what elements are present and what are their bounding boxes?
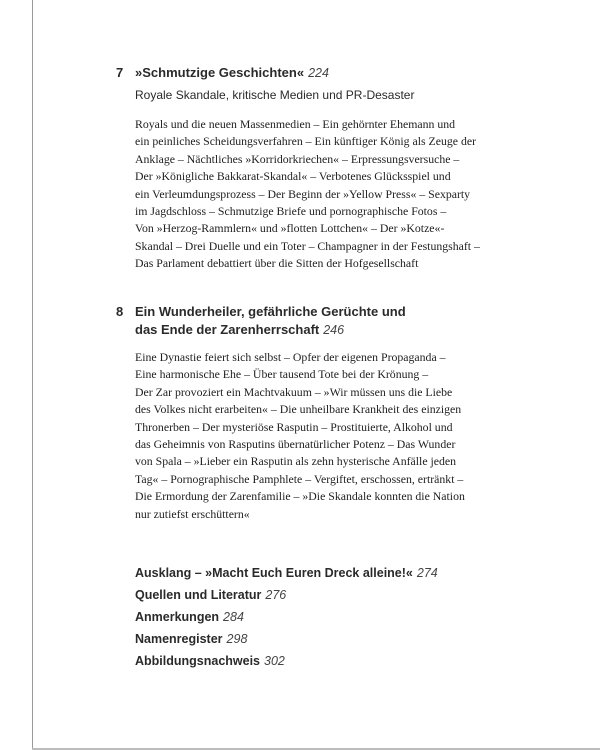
chapter-page-number: 224	[308, 66, 329, 80]
backmatter-label: Abbildungsnachweis	[135, 654, 261, 668]
summary-line: das Geheimnis von Rasputins übernatürlicher Potenz – Das Wunder	[135, 437, 456, 452]
summary-line: Eine Dynastie feiert sich selbst – Opfer der eigenen Propaganda –	[135, 350, 446, 364]
summary-line: Royals und die neuen Massenmedien – Ein gehörnter Ehemann und	[135, 117, 456, 131]
summary-line: des Volkes nicht erarbeiten« – Die unheilbare Krankheit des einzigen	[135, 402, 462, 417]
backmatter-label: Quellen und Literatur	[135, 588, 262, 602]
toc-backmatter	[135, 562, 515, 672]
backmatter-item-quellen	[135, 584, 515, 606]
chapter-title-text: das Ende der Zarenherrschaft	[135, 322, 320, 337]
summary-line: Eine harmonische Ehe – Über tausend Tote bei der Krönung –	[135, 367, 429, 382]
chapter-heading	[116, 303, 516, 339]
summary-line: nur zutiefst erschüttern«	[135, 506, 250, 521]
backmatter-label: Namenregister	[135, 632, 223, 646]
chapter-summary	[116, 349, 516, 523]
chapter-number: 7	[116, 65, 124, 80]
backmatter-page-number: 274	[416, 566, 438, 580]
summary-line: Der Zar provoziert ein Machtvakuum – »Wir müssen uns die Liebe	[135, 384, 453, 399]
summary-line: ein Verleumdungsprozess – Der Beginn der »Yellow Press« – Sexparty	[135, 186, 471, 201]
backmatter-item-namenregister	[135, 628, 515, 650]
chapter-number: 8	[116, 304, 124, 319]
backmatter-item-anmerkungen	[135, 606, 515, 628]
chapter-title: »Schmutzige Geschichten«	[135, 65, 305, 80]
summary-line: ein peinliches Scheidungsverfahren – Ein künftiger König als Zeuge der	[135, 134, 477, 149]
summary-line: Die Ermordung der Zarenfamilie – »Die Skandale konnten die Nation	[135, 489, 465, 504]
summary-line: Tag« – Pornographische Pamphlete – Vergiftet, erschossen, ertränkt –	[135, 471, 464, 486]
backmatter-label: Anmerkungen	[135, 610, 220, 624]
summary-line: Der »Königliche Bakkarat-Skandal« – Verbotenes Glücksspiel und	[135, 169, 451, 184]
summary-line: Skandal – Drei Duelle und ein Toter – Champagner in der Festungshaft –	[135, 238, 480, 253]
summary-line: Das Parlament debattiert über die Sitten der Hofgesellschaft	[135, 256, 419, 271]
summary-line: Thronerben – Der mysteriöse Rasputin – Prostituierte, Alkohol und	[135, 419, 453, 434]
backmatter-page-number: 298	[226, 632, 248, 646]
toc-chapter-8	[116, 303, 516, 523]
chapter-title-line-2	[135, 321, 516, 339]
backmatter-page-number: 302	[264, 654, 285, 668]
summary-line: im Jagdschloss – Schmutzige Briefe und pornographische Fotos –	[135, 204, 447, 219]
chapter-page-number: 246	[323, 323, 345, 337]
summary-line: von Spala – »Lieber ein Rasputin als zehn hysterische Anfälle jeden	[135, 454, 457, 469]
page-edge-left	[32, 0, 33, 750]
backmatter-item-ausklang	[135, 562, 515, 584]
chapter-heading	[116, 64, 516, 82]
chapter-subtitle: Royale Skandale, kritische Medien und PR-Desaster	[135, 88, 415, 102]
summary-line: Anklage – Nächtliches »Korridorkriechen« – Erpressungsversuche –	[135, 151, 460, 166]
backmatter-item-abbildungsnachweis	[135, 650, 515, 672]
toc-chapter-7	[116, 64, 516, 273]
backmatter-page-number: 284	[223, 610, 244, 624]
backmatter-label: Ausklang – »Macht Euch Euren Dreck alleine!«	[135, 566, 413, 580]
summary-line: Von »Herzog-Rammlern« und »flotten Lottchen« – Der »Kotze«-	[135, 221, 445, 236]
chapter-title-line-1: Ein Wunderheiler, gefährliche Gerüchte und	[135, 304, 406, 319]
chapter-summary	[116, 116, 516, 273]
backmatter-page-number: 276	[265, 588, 287, 602]
